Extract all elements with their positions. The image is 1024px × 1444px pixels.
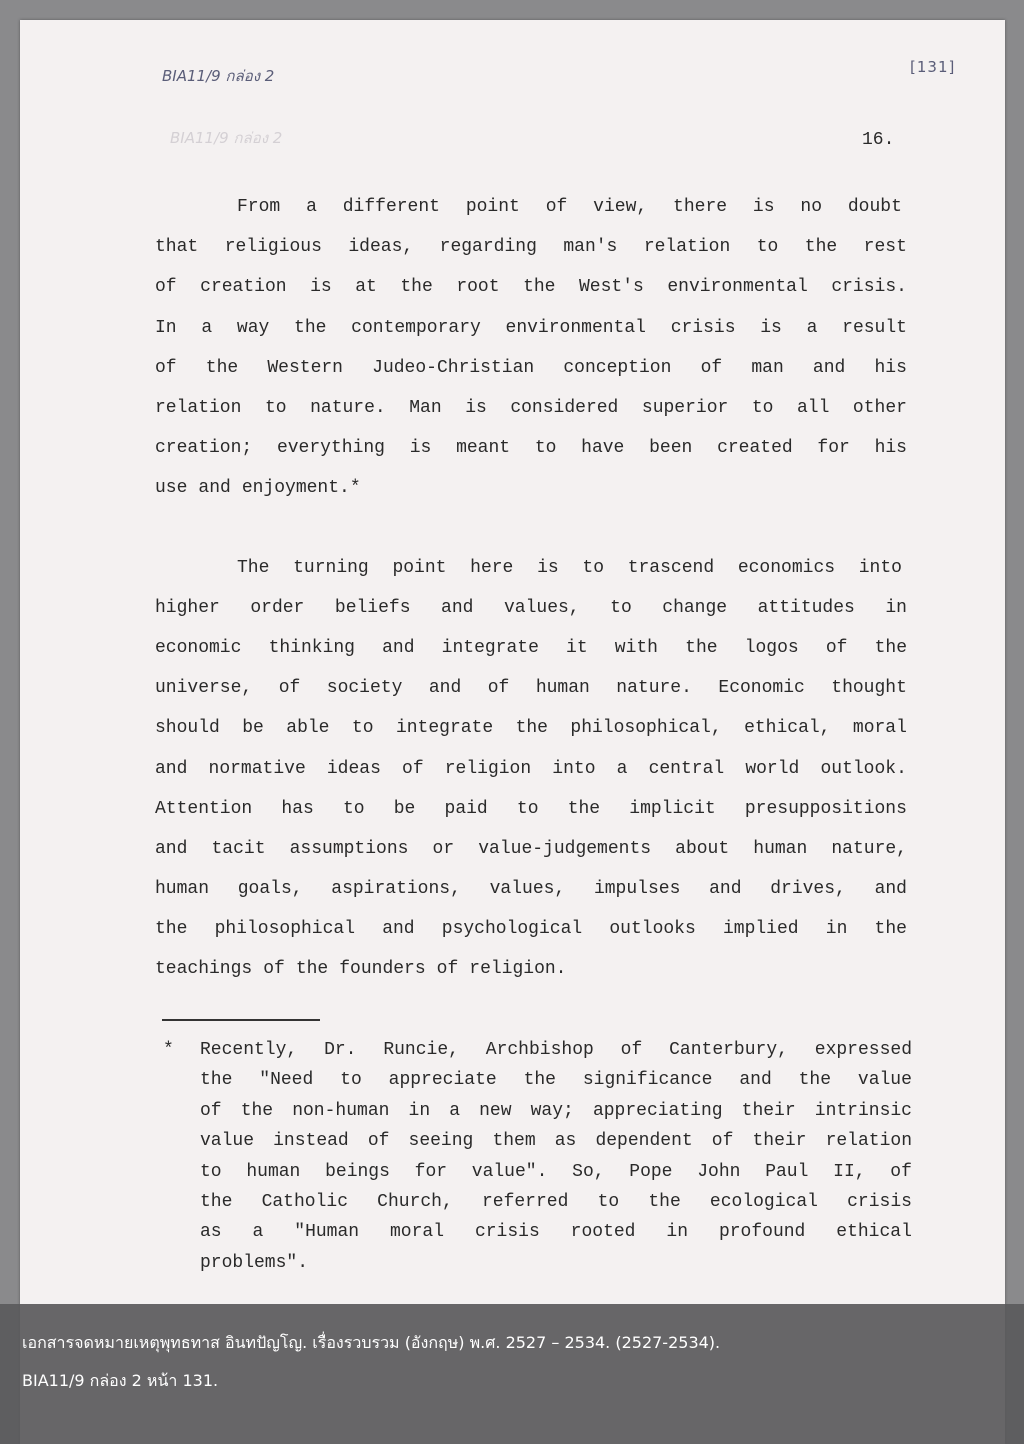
p1-line: In a way the contemporary environmental crisis is a result bbox=[155, 317, 907, 338]
fn-line: as a "Human moral crisis rooted in profound ethical bbox=[200, 1222, 912, 1243]
p2-line: higher order beliefs and values, to change attitudes in bbox=[155, 598, 907, 619]
fn-line: Recently, Dr. Runcie, Archbishop of Canterbury, expressed bbox=[200, 1040, 912, 1060]
footnote-marker: * bbox=[163, 1040, 174, 1060]
p2-line: the philosophical and psychological outlooks implied in the bbox=[155, 918, 907, 939]
page-number: 16. bbox=[862, 130, 895, 150]
footnote-rule bbox=[162, 1019, 320, 1021]
fn-line: the "Need to appreciate the significance and the value bbox=[200, 1070, 912, 1091]
p2-line: human goals, aspirations, values, impulses and drives, and bbox=[155, 878, 907, 899]
caption-line-2: BIA11/9 กล่อง 2 หน้า 131. bbox=[22, 1371, 219, 1390]
p2-line: should be able to integrate the philosophical, ethical, moral bbox=[155, 718, 907, 739]
p1-line: creation; everything is meant to have been created for his bbox=[155, 438, 907, 459]
p1-line: relation to nature. Man is considered superior to all other bbox=[155, 398, 907, 418]
handwritten-reference-faint: BIA11/9 กล่อง 2 bbox=[170, 129, 283, 147]
p1-line: use and enjoyment.* bbox=[155, 478, 361, 499]
fn-line: of the non-human in a new way; appreciating their intrinsic bbox=[200, 1100, 912, 1121]
p2-line: and normative ideas of religion into a central world outlook. bbox=[155, 758, 907, 779]
p2-line: universe, of society and of human nature. Economic thought bbox=[155, 678, 907, 699]
p2-line: and tacit assumptions or value-judgements about human nature, bbox=[155, 838, 907, 859]
p1-line: of creation is at the root the West's environmental crisis. bbox=[155, 277, 907, 298]
p1-line: that religious ideas, regarding man's relation to the rest bbox=[155, 237, 907, 258]
fn-line: to human beings for value". So, Pope John Paul II, of bbox=[200, 1161, 912, 1182]
p2-line: Attention has to be paid to the implicit presuppositions bbox=[155, 798, 907, 819]
fn-line: value instead of seeing them as dependent of their relation bbox=[200, 1131, 912, 1152]
handwritten-page-number: [131] bbox=[910, 58, 956, 76]
p1-line: of the Western Judeo-Christian conception of man and his bbox=[155, 357, 907, 378]
archive-caption bbox=[0, 1304, 1024, 1444]
p2-line: teachings of the founders of religion. bbox=[155, 959, 567, 979]
p2-line: The turning point here is to trascend economics into bbox=[237, 558, 902, 578]
p1-line: From a different point of view, there is no doubt bbox=[237, 197, 902, 217]
fn-line: problems". bbox=[200, 1252, 309, 1273]
handwritten-reference: BIA11/9 กล่อง 2 bbox=[162, 67, 275, 85]
p2-line: economic thinking and integrate it with the logos of the bbox=[155, 638, 907, 659]
caption-line-1: เอกสารจดหมายเหตุพุทธทาส อินทปัญโญ. เรื่องรวบรวม (อังกฤษ) พ.ศ. 2527 – 2534. (2527-2534). bbox=[22, 1333, 721, 1352]
fn-line: the Catholic Church, referred to the ecological crisis bbox=[200, 1192, 912, 1212]
document-page bbox=[20, 20, 1005, 1444]
